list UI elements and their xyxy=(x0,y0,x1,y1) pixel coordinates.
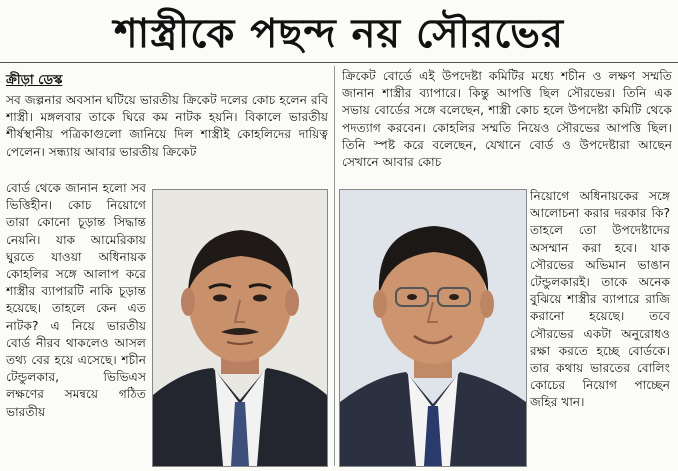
portrait-illustration-right xyxy=(340,190,526,466)
column-divider xyxy=(334,66,335,466)
article-paragraph-left-narrow: বোর্ড থেকে জানান হলো সব ভিত্তিহীন। কোচ নিয়োগে তারা কোনো চূড়ান্ত সিদ্ধান্ত নেয়নি। যাক আমেরিকায় ঘুরতে যাওয়া অধিনায়ক কোহলির সঙ্গে আলাপ করে শাস্ত্রীর ব্যাপারটি নাকি চূড়ান্ত হয়েছে। তাহলে কেন এত নাটক? এ নিয়ে ভারতীয় বোর্ড নীরব থাকলেও আসল তথ্য বের হয়ে এসেছে। শচীন টেন্ডুলকার, ভিভিএস লক্ষণের সমন্বয়ে গঠিত ভারতীয় xyxy=(6,181,146,419)
article-paragraph-right-narrow: নিয়োগে অধিনায়কের সঙ্গে আলোচনা করার দরকার কি? তাহলে তো উপদেষ্টাদের অসম্মান করা হবে। যাক সৌরভের অভিমান ভাঙান টেন্ডুলকারই। তাকে অনেক বুঝিয়ে শাস্ত্রীর ব্যাপারে রাজি করানো হয়েছে। তবে সৌরভের একটা অনুরোধও রক্ষা করতে হচ্ছে বোর্ডকে। তার কথায় ভারতের বোলিং কোচের নিয়োগ পাচ্ছেন জহির খান। xyxy=(530,189,670,410)
byline: ক্রীড়া ডেস্ক xyxy=(6,73,63,88)
headline-rule xyxy=(0,62,678,63)
article-paragraph-left-top: সব জল্পনার অবসান ঘটিয়ে ভারতীয় ক্রিকেট দলের কোচ হলেন রবি শাস্ত্রী। মঙ্গলবার তাকে ঘিরে কম নাটক হয়নি। বিকালে ভারতীয় শীর্ষস্থানীয় পত্রিকাগুলো জানিয়ে দিল শাস্ত্রীই কোহলিদের দায়িত্ব পেলেন। সন্ধ্যায় আবার ভারতীয় ক্রিকেট xyxy=(6,93,328,159)
photo-sourav-ganguly xyxy=(339,189,527,467)
photo-ravi-shastri xyxy=(152,189,328,467)
portrait-illustration-left xyxy=(153,190,327,466)
article-paragraph-right-top: ক্রিকেট বোর্ডে এই উপদেষ্টা কমিটির মধ্যে শচীন ও লক্ষণ সম্মতি জানান শাস্ত্রীর ব্যাপারে। কিন্তু আপত্তি ছিল সৌরভের। তিনি এক সভায় বোর্ডের সঙ্গে বলেছেন, শাস্ত্রী কোচ হলে উপদেষ্টা কমিটি থেকে পদত্যাগ করবেন। কোহলির সম্মতি নিয়েও সৌরভের আপত্তি ছিল। তিনি স্পষ্ট করে বলেছেন, যেখানে বোর্ড ও উপদেষ্টারা আছেন সেখানে আবার কোচ xyxy=(342,69,672,170)
headline: শাস্ত্রীকে পছন্দ নয় সৌরভের xyxy=(114,11,564,57)
